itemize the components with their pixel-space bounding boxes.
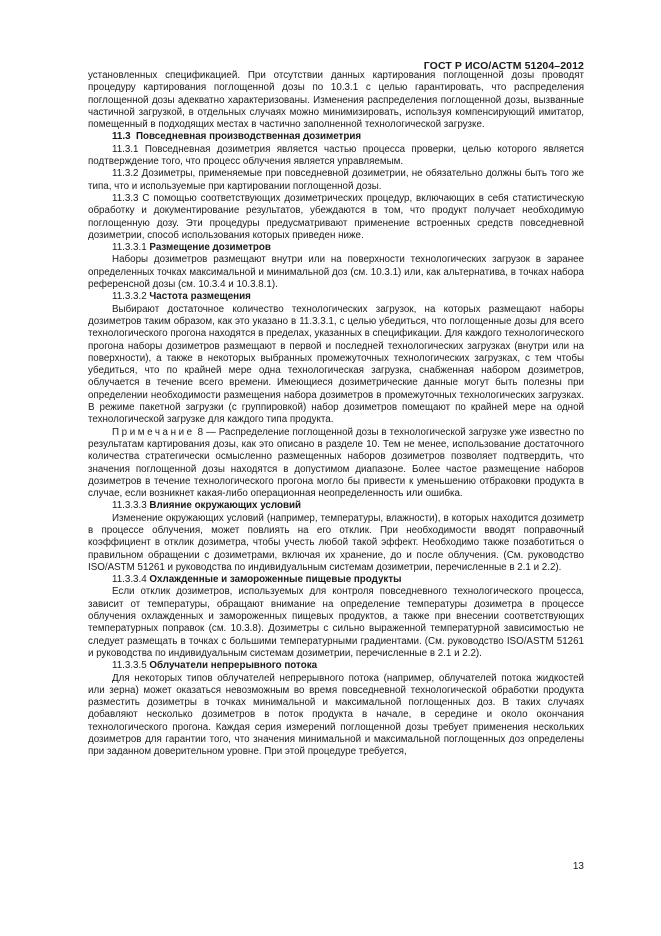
section-number: 11.3.3.5 (112, 660, 147, 672)
paragraph-11-3-3: 11.3.3 С помощью соответствующих дозиметрических процедур, включающих в себя статистическую обработку и документирование результатов, убеждаются в том, что продукт получает необходимую поглощенную дозу. Эти процедуры предусматривают применение встроенных средств повседневной дозиметрии, способ использования которых приведен ниже. (88, 192, 584, 241)
section-title: Облучатели непрерывного потока (149, 660, 318, 672)
section-heading-11-3-3-2 (88, 291, 584, 303)
section-number: 11.3.3.1 (112, 242, 147, 254)
page-number: 13 (572, 861, 584, 872)
document-body (88, 70, 584, 759)
note-text: 8 — Распределение поглощенной дозы в технологической загрузке уже известно по результатам картирования дозы, как это описано в разделе 10. Тем не менее, использование достаточного количества стратегически осмысленно размещенных наборов дозиметров позволяет подтвердить, что значения поглощенной дозы находятся в допустимом диапазоне. Более частое размещение наборов дозиметров в течение технологического прогона могло бы привести к уменьшению отбраковки продукта в случае, если возникнет какая-либо операционная неопределенность или ошибка. (88, 426, 584, 500)
note-label: Примечание (112, 426, 195, 438)
paragraph-11-3-1: 11.3.1 Повседневная дозиметрия является частью процесса проверки, целью которого является подтверждение того, что процесс облучения является управляемым. (88, 143, 584, 168)
section-number: 11.3.3.2 (112, 291, 147, 303)
section-heading-11-3-3-1 (88, 242, 584, 254)
section-heading-11-3-3-3 (88, 500, 584, 512)
section-number: 11.3 (112, 131, 131, 143)
document-page (88, 60, 584, 880)
section-heading-11-3 (88, 131, 584, 143)
standard-designation: ГОСТ Р ИСО/АСТМ 51204–2012 (423, 60, 584, 72)
section-title: Размещение дозиметров (149, 242, 271, 254)
section-title: Повседневная производственная дозиметрия (135, 131, 362, 143)
paragraph-11-3-3-1: Наборы дозиметров размещают внутри или на поверхности технологических загрузок в заранее определенных точках максимальной и минимальной доз (см. 10.3.1) или, как альтернатива, в точках набора референсной дозы (см. 10.3.4 и 10.3.8.1). (88, 254, 584, 291)
section-title: Частота размещения (149, 291, 251, 303)
note-8 (88, 427, 584, 501)
section-title: Охлажденные и замороженные пищевые продукты (149, 574, 402, 586)
paragraph-11-3-2: 11.3.2 Дозиметры, применяемые при повседневной дозиметрии, не обязательно должны быть того же типа, что и используемые при картировании поглощенной дозы. (88, 168, 584, 192)
section-heading-11-3-3-5 (88, 660, 584, 672)
paragraph-intro: установленных спецификацией. При отсутствии данных картирования поглощенной дозы проводят процедуру картирования поглощенной дозы по 10.3.1 с целью гарантировать, что распределения поглощенной дозы адекватно характеризованы. Изменения распределения поглощенной дозы, вызванные частичной загрузкой, в отдельных случаях можно минимизировать, используя компенсирующий имитатор, помещенный в подходящих местах в частично заполненной технологической загрузке. (88, 70, 584, 131)
paragraph-11-3-3-3: Изменение окружающих условий (например, температуры, влажности), в которых находится дозиметр в процессе облучения, может повлиять на его отклик. При необходимости вводят поправочный коэффициент в отклик дозиметра, чтобы учесть любой такой эффект. Необходимо также позаботиться о правильном обращении с дозиметрами, включая их хранение, до и после облучения. (См. руководство ISO/ASTM 51261 и руководства по индивидуальным системам дозиметрии, перечисленные в 2.1 и 2.2). (88, 512, 584, 573)
paragraph-11-3-3-5: Для некоторых типов облучателей непрерывного потока (например, облучателей потока жидкостей или зерна) может оказаться невозможным во время повседневной технологической обработки продукта разместить дозиметры в точках минимальной и максимальной поглощенных доз. В таких случаях добавляют несколько дозиметров в поток продукта в начале, в середине и около окончания технологического прогона. Каждая серия измерений поглощенной дозы требует применения нескольких дозиметров для гарантии того, что значения минимальной и максимальной поглощенных доз определены при заданном доверительном уровне. При этой процедуре требуется, (88, 672, 584, 758)
section-title: Влияние окружающих условий (149, 500, 302, 512)
section-heading-11-3-3-4 (88, 574, 584, 586)
section-number: 11.3.3.4 (112, 574, 147, 586)
section-number: 11.3.3.3 (112, 500, 147, 512)
paragraph-11-3-3-4: Если отклик дозиметров, используемых для контроля повседневного технологического процесса, зависит от температуры, обращают внимание на определение температуры дозиметра в процессе облучения охлажденных и замороженных пищевых продуктов, а также при внесении соответствующих температурных поправок (см. 10.3.8). Дозиметры с сильно выраженной температурной зависимостью не следует размещать в точках с большими температурными градиентами. (См. руководство ISO/ASTM 51261 и руководства по индивидуальным системам дозиметрии, перечисленные в 2.1 и 2.2). (88, 586, 584, 659)
paragraph-11-3-3-2: Выбирают достаточное количество технологических загрузок, на которых размещают наборы дозиметров таким образом, как это указано в 11.3.3.1, с целью убедиться, что поглощенные дозы для всего технологического прогона находятся в пределах, указанных в спецификации. Для каждого технологического прогона наборы дозиметров размещают в первой и последней технологических загрузках (внутри или на поверхности), а также в некоторых выбранных промежуточных технологических загрузках, с тем чтобы убедиться, что по крайней мере одна технологическая загрузка, снабженная набором дозиметров, облучается в течение всего времени. Имеющиеся дозиметрические данные могут быть полезны при определении необходимости размещения набора дозиметров в промежуточных технологических загрузках. В режиме пакетной загрузки (с группировкой) набор дозиметров помещают по крайней мере на одной технологической загрузке для каждого типа продукта. (88, 303, 584, 426)
